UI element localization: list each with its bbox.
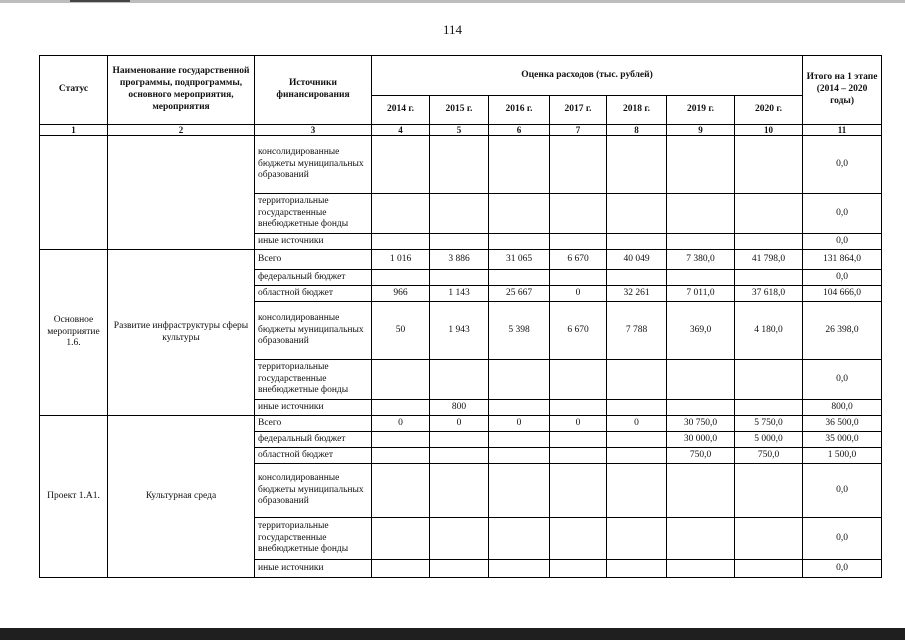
source-cell: федеральный бюджет xyxy=(255,432,372,448)
value-cell: 800 xyxy=(430,400,489,416)
value-cell xyxy=(550,136,607,194)
value-cell: 0 xyxy=(607,416,667,432)
value-cell: 0 xyxy=(489,416,550,432)
value-cell: 1 016 xyxy=(372,250,430,270)
table-body xyxy=(40,136,882,578)
header-year: 2020 г. xyxy=(735,96,803,125)
value-cell: 966 xyxy=(372,286,430,302)
value-cell xyxy=(372,448,430,464)
value-cell xyxy=(667,360,735,400)
value-cell: 750,0 xyxy=(735,448,803,464)
value-cell xyxy=(550,448,607,464)
value-cell xyxy=(430,194,489,234)
value-cell: 369,0 xyxy=(667,302,735,360)
header-year: 2015 г. xyxy=(430,96,489,125)
value-cell: 6 670 xyxy=(550,302,607,360)
value-cell: 50 xyxy=(372,302,430,360)
status-cell xyxy=(40,136,108,250)
total-cell: 36 500,0 xyxy=(803,416,882,432)
header-year: 2016 г. xyxy=(489,96,550,125)
source-cell: консолидированные бюджеты муниципальных образований xyxy=(255,136,372,194)
status-cell: Проект 1.А1. xyxy=(40,416,108,578)
value-cell: 0 xyxy=(550,416,607,432)
value-cell xyxy=(735,400,803,416)
header-name: Наименование государственной программы, подпрограммы, основного мероприятия, мероприятия xyxy=(108,56,255,125)
column-number: 4 xyxy=(372,125,430,136)
header-year: 2017 г. xyxy=(550,96,607,125)
value-cell xyxy=(430,432,489,448)
value-cell xyxy=(372,234,430,250)
column-number: 10 xyxy=(735,125,803,136)
header-year: 2018 г. xyxy=(607,96,667,125)
column-number: 3 xyxy=(255,125,372,136)
value-cell xyxy=(607,270,667,286)
value-cell: 0 xyxy=(372,416,430,432)
value-cell: 41 798,0 xyxy=(735,250,803,270)
name-cell: Культурная среда xyxy=(108,416,255,578)
value-cell xyxy=(372,270,430,286)
header-year: 2019 г. xyxy=(667,96,735,125)
header-row-top xyxy=(40,56,882,96)
source-cell: консолидированные бюджеты муниципальных образований xyxy=(255,464,372,518)
value-cell: 6 670 xyxy=(550,250,607,270)
value-cell: 37 618,0 xyxy=(735,286,803,302)
total-cell: 0,0 xyxy=(803,234,882,250)
column-number-row xyxy=(40,125,882,136)
value-cell xyxy=(489,194,550,234)
value-cell: 0 xyxy=(550,286,607,302)
value-cell: 25 667 xyxy=(489,286,550,302)
value-cell xyxy=(735,464,803,518)
source-cell: Всего xyxy=(255,250,372,270)
value-cell xyxy=(667,270,735,286)
value-cell xyxy=(372,194,430,234)
status-cell: Основное мероприятие 1.6. xyxy=(40,250,108,416)
column-number: 11 xyxy=(803,125,882,136)
scan-top-edge xyxy=(0,0,905,3)
name-cell xyxy=(108,136,255,250)
total-cell: 0,0 xyxy=(803,270,882,286)
page-number: 114 xyxy=(442,22,463,37)
value-cell xyxy=(430,464,489,518)
value-cell xyxy=(667,400,735,416)
value-cell xyxy=(550,234,607,250)
total-cell: 104 666,0 xyxy=(803,286,882,302)
value-cell xyxy=(430,234,489,250)
value-cell xyxy=(667,518,735,560)
value-cell: 0 xyxy=(430,416,489,432)
column-number: 6 xyxy=(489,125,550,136)
column-number: 5 xyxy=(430,125,489,136)
value-cell xyxy=(607,464,667,518)
value-cell xyxy=(372,518,430,560)
header-sources: Источники финансирования xyxy=(255,56,372,125)
value-cell xyxy=(430,270,489,286)
table-row xyxy=(40,250,882,270)
value-cell xyxy=(550,518,607,560)
value-cell xyxy=(430,518,489,560)
value-cell xyxy=(550,270,607,286)
value-cell xyxy=(735,560,803,578)
value-cell xyxy=(489,518,550,560)
scan-bottom-edge xyxy=(0,628,905,640)
value-cell: 31 065 xyxy=(489,250,550,270)
value-cell xyxy=(607,432,667,448)
value-cell: 5 398 xyxy=(489,302,550,360)
value-cell xyxy=(607,194,667,234)
value-cell xyxy=(372,464,430,518)
total-cell: 800,0 xyxy=(803,400,882,416)
value-cell xyxy=(372,560,430,578)
value-cell: 750,0 xyxy=(667,448,735,464)
total-cell: 0,0 xyxy=(803,464,882,518)
value-cell xyxy=(489,432,550,448)
value-cell xyxy=(667,234,735,250)
source-cell: федеральный бюджет xyxy=(255,270,372,286)
total-cell: 131 864,0 xyxy=(803,250,882,270)
value-cell xyxy=(550,194,607,234)
value-cell xyxy=(372,136,430,194)
value-cell xyxy=(607,360,667,400)
total-cell: 1 500,0 xyxy=(803,448,882,464)
header-year: 2014 г. xyxy=(372,96,430,125)
scan-top-mark xyxy=(70,0,130,2)
header-estimate: Оценка расходов (тыс. рублей) xyxy=(372,56,803,96)
budget-table xyxy=(39,55,882,578)
value-cell xyxy=(372,432,430,448)
value-cell: 40 049 xyxy=(607,250,667,270)
column-number: 2 xyxy=(108,125,255,136)
source-cell: иные источники xyxy=(255,234,372,250)
total-cell: 0,0 xyxy=(803,136,882,194)
value-cell xyxy=(735,194,803,234)
value-cell: 1 943 xyxy=(430,302,489,360)
value-cell xyxy=(667,560,735,578)
value-cell xyxy=(489,136,550,194)
value-cell: 30 000,0 xyxy=(667,432,735,448)
value-cell xyxy=(607,448,667,464)
value-cell xyxy=(550,464,607,518)
value-cell: 5 000,0 xyxy=(735,432,803,448)
value-cell xyxy=(430,448,489,464)
value-cell xyxy=(489,464,550,518)
value-cell: 5 750,0 xyxy=(735,416,803,432)
source-cell: иные источники xyxy=(255,400,372,416)
value-cell: 7 011,0 xyxy=(667,286,735,302)
value-cell xyxy=(430,360,489,400)
column-number: 9 xyxy=(667,125,735,136)
value-cell xyxy=(489,270,550,286)
value-cell xyxy=(430,560,489,578)
value-cell xyxy=(550,432,607,448)
value-cell xyxy=(489,560,550,578)
value-cell xyxy=(667,464,735,518)
value-cell xyxy=(550,560,607,578)
header-status: Статус xyxy=(40,56,108,125)
value-cell xyxy=(735,518,803,560)
value-cell xyxy=(735,136,803,194)
column-number: 7 xyxy=(550,125,607,136)
table-row xyxy=(40,416,882,432)
source-cell: территориальные государственные внебюджетные фонды xyxy=(255,518,372,560)
total-cell: 35 000,0 xyxy=(803,432,882,448)
value-cell xyxy=(607,400,667,416)
value-cell xyxy=(550,360,607,400)
value-cell xyxy=(489,234,550,250)
value-cell xyxy=(489,360,550,400)
total-cell: 0,0 xyxy=(803,194,882,234)
value-cell: 7 788 xyxy=(607,302,667,360)
source-cell: территориальные государственные внебюджетные фонды xyxy=(255,360,372,400)
value-cell: 3 886 xyxy=(430,250,489,270)
source-cell: областной бюджет xyxy=(255,448,372,464)
total-cell: 0,0 xyxy=(803,560,882,578)
value-cell: 1 143 xyxy=(430,286,489,302)
total-cell: 0,0 xyxy=(803,360,882,400)
value-cell xyxy=(607,234,667,250)
column-number: 8 xyxy=(607,125,667,136)
source-cell: областной бюджет xyxy=(255,286,372,302)
source-cell: иные источники xyxy=(255,560,372,578)
name-cell: Развитие инфраструктуры сферы культуры xyxy=(108,250,255,416)
total-cell: 0,0 xyxy=(803,518,882,560)
value-cell xyxy=(735,234,803,250)
value-cell xyxy=(489,400,550,416)
value-cell xyxy=(667,136,735,194)
value-cell xyxy=(735,270,803,286)
value-cell xyxy=(372,400,430,416)
value-cell: 7 380,0 xyxy=(667,250,735,270)
column-number: 1 xyxy=(40,125,108,136)
value-cell: 30 750,0 xyxy=(667,416,735,432)
value-cell: 4 180,0 xyxy=(735,302,803,360)
table-row xyxy=(40,136,882,194)
value-cell xyxy=(372,360,430,400)
value-cell xyxy=(607,560,667,578)
total-cell: 26 398,0 xyxy=(803,302,882,360)
value-cell xyxy=(667,194,735,234)
value-cell xyxy=(607,518,667,560)
header-total: Итого на 1 этапе (2014 – 2020 годы) xyxy=(803,56,882,125)
value-cell xyxy=(430,136,489,194)
source-cell: территориальные государственные внебюджетные фонды xyxy=(255,194,372,234)
value-cell xyxy=(607,136,667,194)
value-cell xyxy=(735,360,803,400)
value-cell xyxy=(550,400,607,416)
value-cell xyxy=(489,448,550,464)
source-cell: Всего xyxy=(255,416,372,432)
value-cell: 32 261 xyxy=(607,286,667,302)
source-cell: консолидированные бюджеты муниципальных образований xyxy=(255,302,372,360)
